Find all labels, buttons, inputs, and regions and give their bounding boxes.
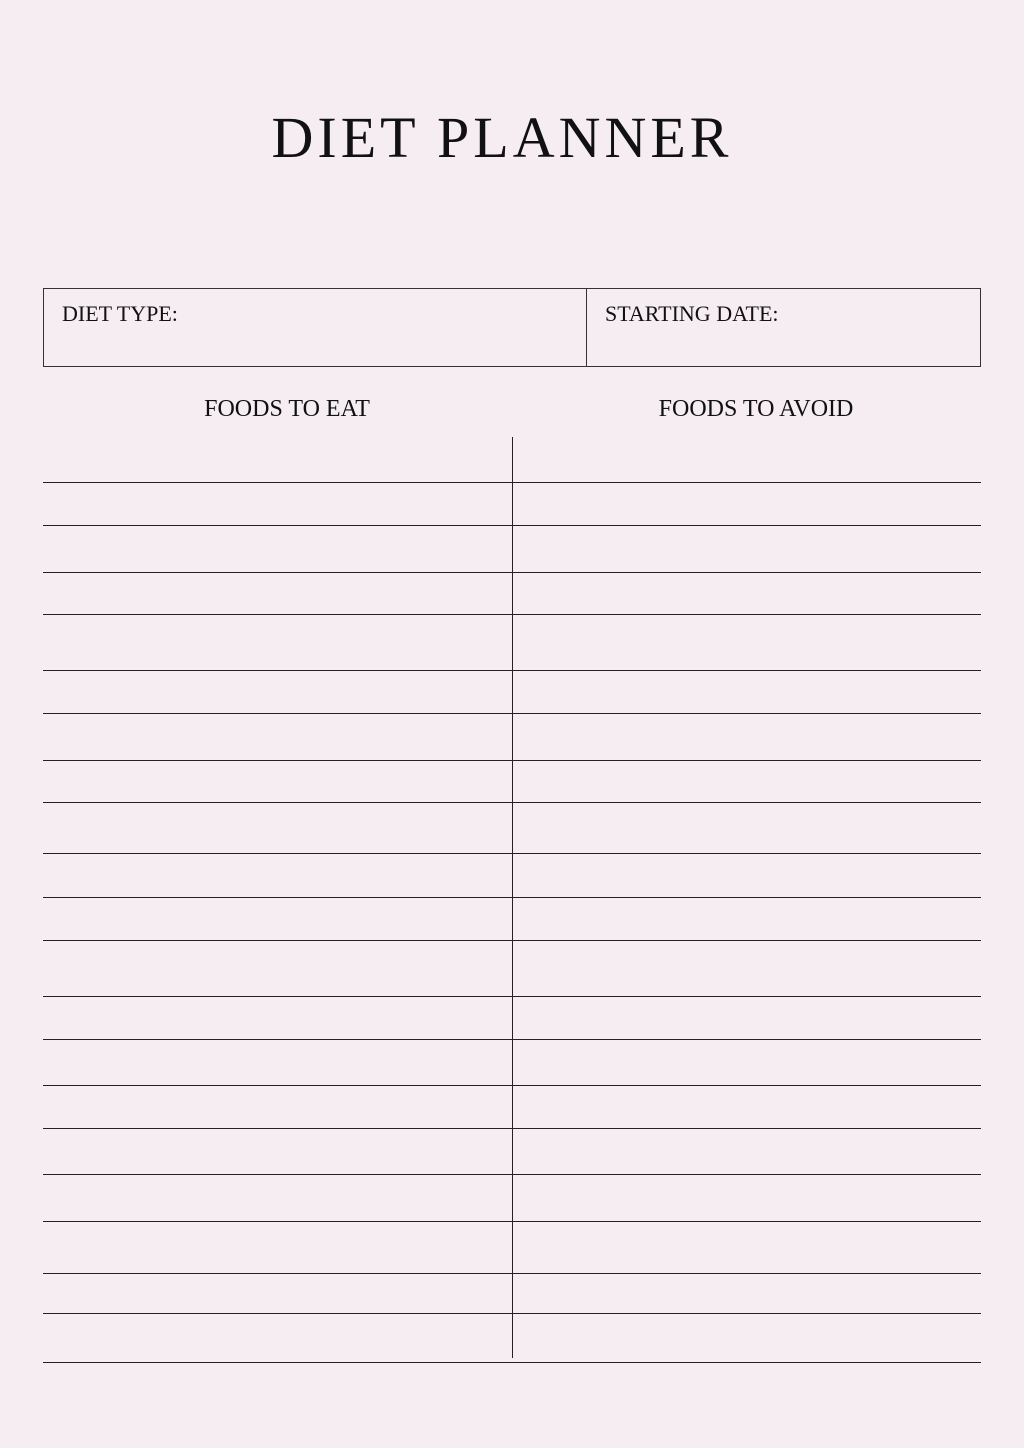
diet-type-label: DIET TYPE:: [62, 301, 178, 326]
starting-date-label: STARTING DATE:: [605, 301, 779, 326]
row-line: [43, 1174, 981, 1175]
row-line: [43, 940, 981, 941]
row-line: [43, 482, 981, 483]
foods-to-eat-heading: FOODS TO EAT: [204, 396, 370, 422]
row-line: [43, 1362, 981, 1363]
foods-to-avoid-heading: FOODS TO AVOID: [658, 396, 854, 422]
row-line: [43, 853, 981, 854]
row-line: [43, 1128, 981, 1129]
row-line: [43, 996, 981, 997]
row-line: [43, 1221, 981, 1222]
row-line: [43, 713, 981, 714]
row-line: [43, 1039, 981, 1040]
row-line: [43, 572, 981, 573]
row-line: [43, 760, 981, 761]
page-title: DIET PLANNER: [271, 105, 733, 170]
row-line: [43, 1085, 981, 1086]
row-line: [43, 525, 981, 526]
info-box: [43, 288, 981, 367]
row-line: [43, 670, 981, 671]
row-line: [43, 802, 981, 803]
row-line: [43, 614, 981, 615]
info-divider: [586, 289, 587, 366]
row-line: [43, 1273, 981, 1274]
row-line: [43, 897, 981, 898]
row-line: [43, 1313, 981, 1314]
